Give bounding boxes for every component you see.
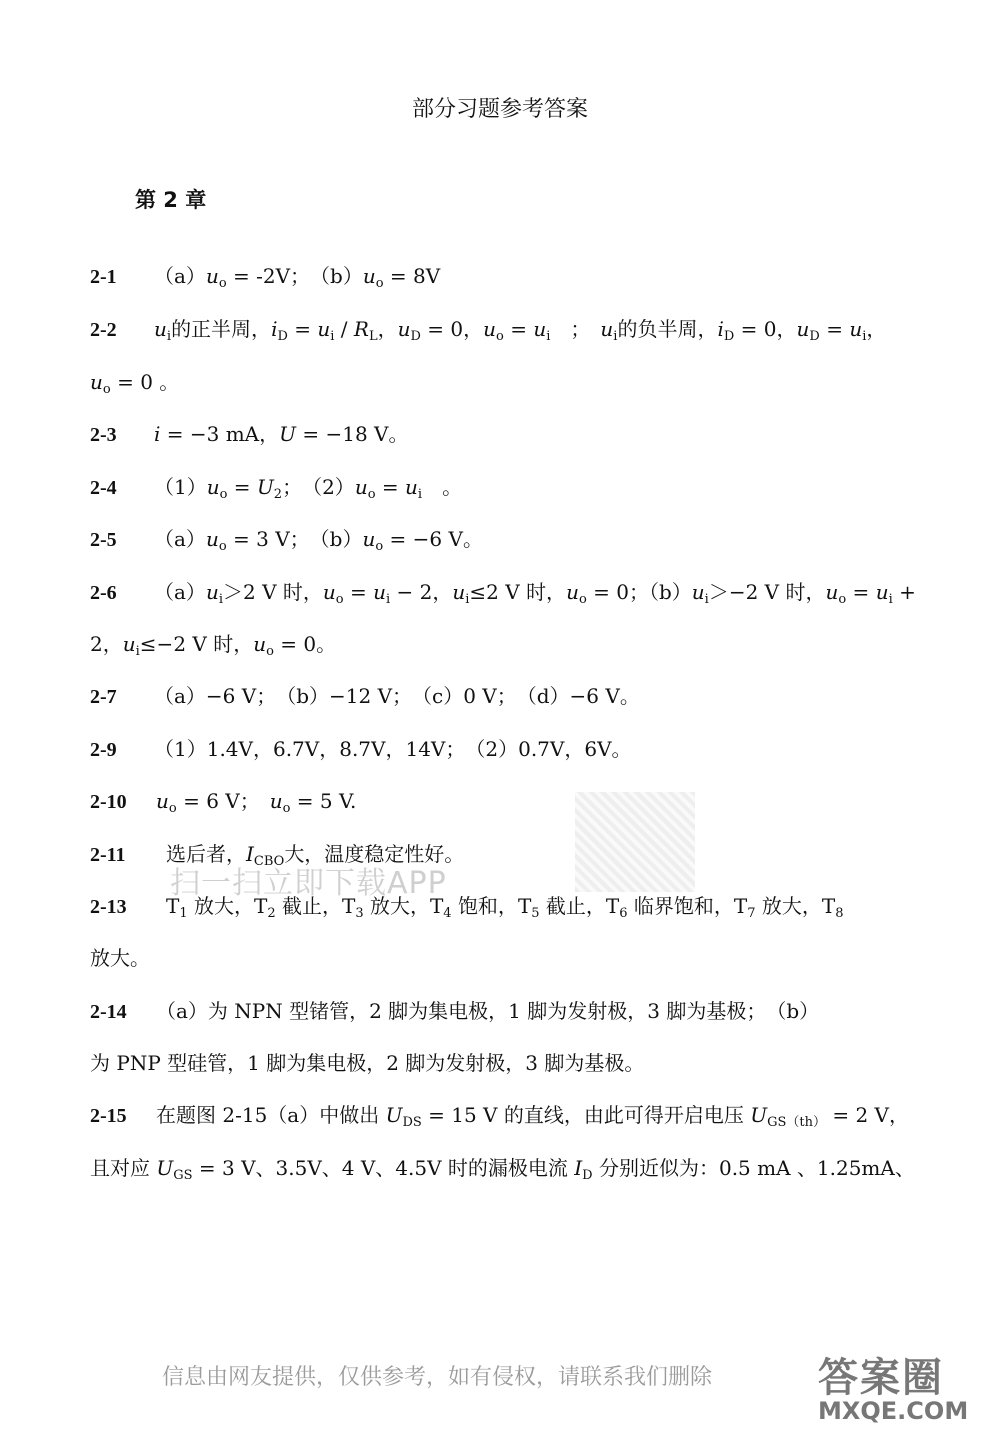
answer-number: 2-14 <box>90 1001 127 1023</box>
answer-text: （a） <box>154 264 206 288</box>
answer-2-2-continued: $u_o = 0$ 。 <box>90 370 180 397</box>
answer-number: 2-9 <box>90 739 117 761</box>
answer-number: 2-2 <box>90 319 117 341</box>
answer-2-13: 2-13 $T_1$ 放大，$T_2$ 截止，$T_3$ 放大，$T_4$ 饱和，$T_5$ 截止，$T_6$ 临界饱和，$T_7$ 放大，$T_8$ <box>90 894 844 921</box>
answer-text: = 0。 <box>273 632 337 656</box>
logo-text: 答案圈 <box>818 1355 944 1401</box>
answer-text: = -2V； （b） <box>226 264 363 288</box>
answer-text: 放大， <box>761 894 822 918</box>
answer-text: = −3 mA， <box>160 422 280 446</box>
logo-domain: MXQE.COM <box>818 1397 969 1425</box>
answer-number: 2-11 <box>90 844 126 866</box>
answer-text: 为 PNP 型硅管，1 脚为集电极，2 脚为发射极，3 脚为基极。 <box>90 1051 645 1075</box>
answer-text: 截止， <box>281 894 342 918</box>
answer-number: 2-15 <box>90 1105 127 1127</box>
answer-text: = 8V <box>383 264 441 288</box>
answer-2-13-continued <box>90 944 150 972</box>
qr-code-watermark <box>575 792 695 892</box>
answer-text: = 0；（b） <box>586 580 692 604</box>
answer-2-15: 2-15 在题图 2-15（a）中做出 $U_{DS} = 15$ V 的直线，由此可得开启电压 $U_{GS(th)} = 2$ V， <box>90 1103 909 1130</box>
answer-text: = 6 V； <box>176 789 270 813</box>
chapter-heading: 第 2 章 <box>135 188 207 212</box>
answer-text: = −18 V。 <box>296 422 409 446</box>
answer-text: 选后者， <box>166 842 246 866</box>
answer-2-5: 2-5 $(a)u_o = 3$ V； $(b)u_o = -6$ V。 <box>90 527 483 554</box>
answer-number: 2-3 <box>90 424 117 446</box>
answer-2-6: 2-6 $(a)u_i>2$ V 时，$u_o = u_i - 2$，$u_i\le 2$ V 时，$u_o = 0$；$(b)u_i>-2$ V 时，$u_o = u_i$ + <box>90 580 916 607</box>
answer-2-14-continued <box>90 1049 644 1077</box>
answer-text: = 15 V 的直线，由此可得开启电压 <box>421 1103 751 1127</box>
answer-2-4: 2-4 $(1)u_o = U_2$； $(2)u_o = u_i$ 。 <box>90 475 463 502</box>
answer-text: 放大， <box>193 894 254 918</box>
answer-2-15-continued: 且对应 $U_{GS} = 3$ V、3.5V、4 V、4.5V 时的漏极电流 $I_D$ 分别近似为：0.5 mA 、1.25mA、 <box>90 1156 915 1183</box>
answer-text: = 3 V、3.5V、4 V、4.5V 时的漏极电流 <box>192 1156 575 1180</box>
answer-text: （a） <box>154 580 206 604</box>
answer-text: = 5 V. <box>290 789 357 813</box>
answer-number: 2-6 <box>90 582 117 604</box>
answer-text: 。 <box>422 475 463 499</box>
watermark-text: 扫一扫立即下载APP <box>170 866 447 901</box>
answer-text: （a）为 NPN 型锗管，2 脚为集电极，1 脚为发射极，3 脚为基极； （b） <box>156 999 820 1023</box>
answer-2-3: 2-3 i = −3 mA，U = −18 V。 <box>90 420 408 449</box>
answer-text: 放大。 <box>90 946 150 970</box>
answer-text: ； （2） <box>282 475 355 499</box>
answer-text: （1）1.4V，6.7V，8.7V，14V； （2）0.7V，6V。 <box>154 737 632 761</box>
answer-2-11: 2-11 选后者，$I_{CBO}$大，温度稳定性好。 <box>90 842 465 869</box>
answer-2-10: 2-10 $u_o = 6$ V； $u_o = 5$ V. <box>90 789 357 816</box>
answer-text: 饱和， <box>457 894 518 918</box>
answer-text: ≤−2 V 时， <box>139 632 254 656</box>
answer-2-1: 2-1 $(a)u_o = -2V$； $(b)u_o = 8V$ <box>90 264 441 291</box>
answer-text: 临界饱和， <box>633 894 734 918</box>
page-title: 部分习题参考答案 <box>411 97 588 122</box>
answer-text: （a） <box>154 527 206 551</box>
answer-text: 且对应 <box>90 1156 157 1180</box>
answer-number: 2-10 <box>90 791 127 813</box>
answer-text: 大，温度稳定性好。 <box>284 842 465 866</box>
answer-2-7 <box>90 682 640 711</box>
answer-2-9 <box>90 735 632 764</box>
answer-number: 2-7 <box>90 686 117 708</box>
answer-text: = −6 V。 <box>383 527 483 551</box>
answer-text: 分别近似为：0.5 mA 、1.25mA、 <box>592 1156 915 1180</box>
answer-number: 2-4 <box>90 477 117 499</box>
answer-text: 在题图 2-15（a）中做出 <box>156 1103 386 1127</box>
answer-text: = 2 V， <box>825 1103 909 1127</box>
answer-text: 放大， <box>369 894 430 918</box>
answer-text: 的正半周， <box>171 317 272 341</box>
answer-text: 截止， <box>545 894 606 918</box>
answer-text: 的负半周， <box>617 317 718 341</box>
answer-number: 2-13 <box>90 896 127 918</box>
answer-2-2: 2-2 $u_i$的正半周，$i_D = u_i / R_L$，$u_D = 0$，$u_o = u_i$ ； $u_i$的负半周，$i_D = 0$，$u_D = u_i$， <box>90 317 887 344</box>
answer-number: 2-1 <box>90 266 117 288</box>
answer-text: = 0 。 <box>110 370 180 394</box>
answer-text: 2， <box>90 632 123 656</box>
answer-text: ＞−2 V 时， <box>708 580 826 604</box>
answer-text: ＞2 V 时， <box>223 580 323 604</box>
answer-text: = 3 V； （b） <box>226 527 363 551</box>
answer-text: − 2， <box>390 580 453 604</box>
answer-2-14 <box>90 997 819 1026</box>
answer-text: ≤2 V 时， <box>469 580 567 604</box>
answer-text: （1） <box>154 475 207 499</box>
answer-2-6-continued: 2，$u_i\le-2$ V 时，$u_o = 0$。 <box>90 632 337 659</box>
disclaimer-footer: 信息由网友提供，仅供参考，如有侵权，请联系我们删除 <box>162 1365 713 1390</box>
answer-text: （a）−6 V； （b）−12 V； （c）0 V； （d）−6 V。 <box>154 684 640 708</box>
answer-number: 2-5 <box>90 529 117 551</box>
site-logo <box>818 1346 978 1436</box>
answer-text: + <box>892 580 916 604</box>
